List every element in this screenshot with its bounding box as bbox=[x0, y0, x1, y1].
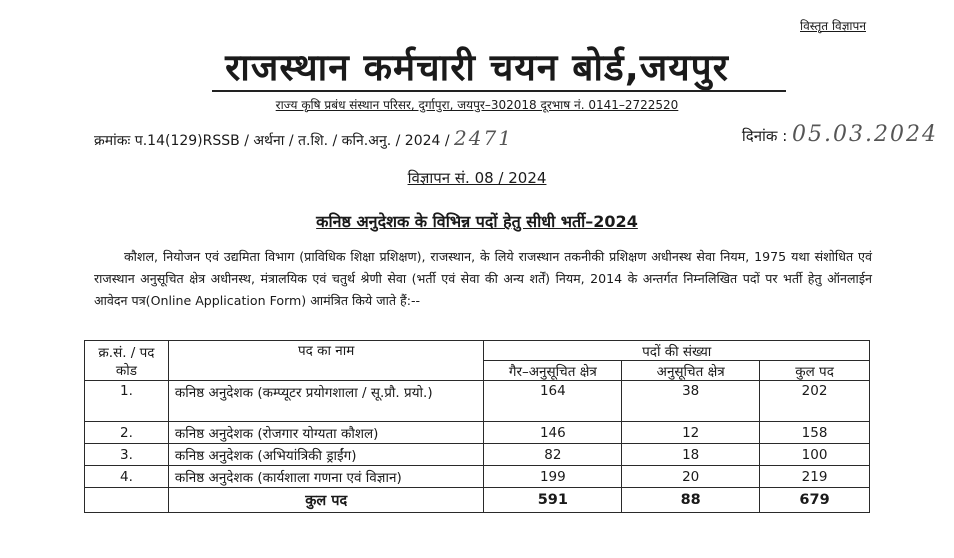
total-posts: 679 bbox=[760, 488, 870, 513]
col-header-non-scheduled: गैर–अनुसूचित क्षेत्र bbox=[484, 361, 622, 381]
cell-sno: 3. bbox=[85, 444, 169, 466]
total-non-scheduled: 591 bbox=[484, 488, 622, 513]
cell-sno: 1. bbox=[85, 381, 169, 422]
cell-total: 219 bbox=[760, 466, 870, 488]
cell-scheduled: 18 bbox=[622, 444, 760, 466]
cell-scheduled: 20 bbox=[622, 466, 760, 488]
cell-sno: 4. bbox=[85, 466, 169, 488]
table-row bbox=[85, 422, 870, 444]
posts-table bbox=[84, 340, 870, 513]
table-row bbox=[85, 466, 870, 488]
cell-post-name: कनिष्ठ अनुदेशक (रोजगार योग्यता कौशल) bbox=[168, 422, 484, 444]
advertisement-number: विज्ञापन सं. 08 / 2024 bbox=[407, 169, 547, 187]
detailed-advertisement-tag: विस्तृत विज्ञापन bbox=[800, 19, 866, 33]
subject-heading: कनिष्ठ अनुदेशक के विभिन्न पदों हेतु सीधी भर्ती–2024 bbox=[316, 212, 638, 231]
intro-paragraph: कौशल, नियोजन एवं उद्यमिता विभाग (प्राविधिक शिक्षा प्रशिक्षण), राजस्थान, के लिये राजस्थान तकनीकी प्रशिक्षण अधीनस्थ सेवा नियम, 1975 यथा संशोधित एवं राजस्थान अनुसूचित क्षेत्र अधीनस्थ, मंत्रालयिक एवं चतुर्थ श्रेणी सेवा (भर्ती एवं सेवा की अन्य शर्तें) नियम, 2014 के अन्तर्गत निम्नलिखित पदों पर भर्ती हेतु ऑनलाईन आवेदन पत्र(Online Application Form) आमंत्रित किये जाते हैं:-- bbox=[94, 249, 872, 308]
cell-total: 202 bbox=[760, 381, 870, 422]
col-header-posts-count: पदों की संख्या bbox=[484, 341, 870, 361]
organization-name: राजस्थान कर्मचारी चयन बोर्ड,जयपुर bbox=[225, 46, 729, 89]
organization-address: राज्य कृषि प्रबंध संस्थान परिसर, दुर्गापुरा, जयपुर–302018 दूरभाष नं. 0141–2722520 bbox=[275, 98, 679, 112]
table-header-row bbox=[85, 341, 870, 361]
cell-non-scheduled: 146 bbox=[484, 422, 622, 444]
col-header-total: कुल पद bbox=[760, 361, 870, 381]
reference-line bbox=[94, 126, 513, 150]
cell-empty bbox=[85, 488, 169, 513]
cell-sno: 2. bbox=[85, 422, 169, 444]
cell-scheduled: 38 bbox=[622, 381, 760, 422]
cell-non-scheduled: 164 bbox=[484, 381, 622, 422]
title-underline bbox=[212, 90, 786, 92]
cell-total: 100 bbox=[760, 444, 870, 466]
table-row bbox=[85, 381, 870, 422]
total-label: कुल पद bbox=[168, 488, 484, 513]
cell-non-scheduled: 199 bbox=[484, 466, 622, 488]
col-header-post-name: पद का नाम bbox=[168, 341, 484, 381]
cell-post-name: कनिष्ठ अनुदेशक (अभियांत्रिकी ड्राईंग) bbox=[168, 444, 484, 466]
table-total-row bbox=[85, 488, 870, 513]
cell-scheduled: 12 bbox=[622, 422, 760, 444]
table-row bbox=[85, 444, 870, 466]
date-value: 05.03.2024 bbox=[792, 122, 938, 147]
cell-non-scheduled: 82 bbox=[484, 444, 622, 466]
cell-total: 158 bbox=[760, 422, 870, 444]
handwritten-dispatch-number: 2471 bbox=[454, 126, 513, 150]
cell-post-name: कनिष्ठ अनुदेशक (कार्यशाला गणना एवं विज्ञान) bbox=[168, 466, 484, 488]
cell-post-name: कनिष्ठ अनुदेशक (कम्प्यूटर प्रयोगशाला / सू.प्रौ. प्रयो.) bbox=[168, 381, 484, 422]
total-scheduled: 88 bbox=[622, 488, 760, 513]
date-line bbox=[742, 122, 938, 147]
reference-number: क्रमांकः प.14(129)RSSB / अर्थना / त.शि. / कनि.अनु. / 2024 / bbox=[94, 133, 450, 149]
col-header-scheduled: अनुसूचित क्षेत्र bbox=[622, 361, 760, 381]
date-label: दिनांक : bbox=[741, 127, 788, 145]
col-header-sno: क्र.सं. / पद कोड bbox=[85, 341, 169, 381]
